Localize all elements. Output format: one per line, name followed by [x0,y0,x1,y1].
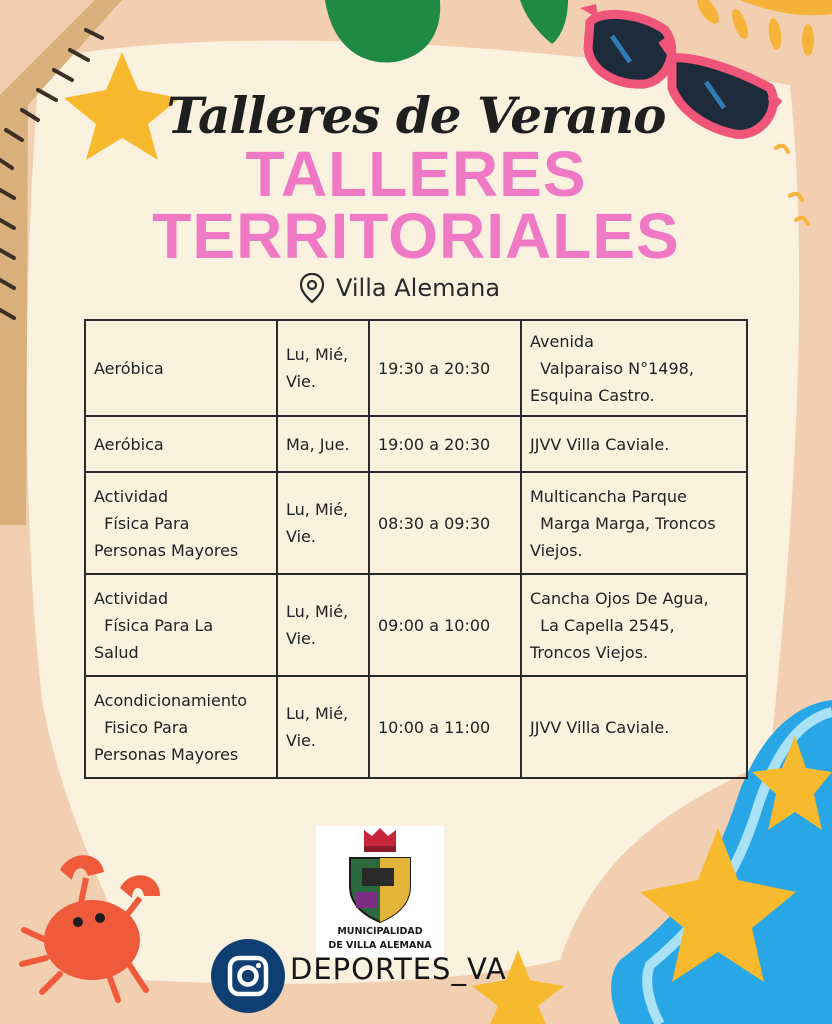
instagram-icon[interactable] [210,938,286,1014]
days-cell: Ma, Jue. [277,416,369,472]
logo-text-line1: MUNICIPALIDAD [337,926,423,937]
municipality-logo [316,826,444,958]
main-title-line1: TALLERES [245,138,587,210]
sun-icon [693,0,832,56]
place-cell: Cancha Ojos De Agua, La Capella 2545, Troncos Viejos. [521,574,747,676]
table-row [85,676,747,778]
days-cell: Lu, Mié, Vie. [277,676,369,778]
activity-cell: Aeróbica [85,416,277,472]
instagram-handle[interactable]: DEPORTES_VA [290,952,507,986]
table-row [85,574,747,676]
time-cell: 10:00 a 11:00 [369,676,521,778]
place-cell: JJVV Villa Caviale. [521,676,747,778]
days-cell: Lu, Mié, Vie. [277,574,369,676]
location-pin-icon [298,272,326,304]
activity-cell: Acondicionamiento Fisico Para Personas Mayores [85,676,277,778]
table-row [85,416,747,472]
location [298,268,500,308]
time-cell: 09:00 a 10:00 [369,574,521,676]
time-cell: 08:30 a 09:30 [369,472,521,574]
activity-cell: Actividad Física Para La Salud [85,574,277,676]
days-cell: Lu, Mié, Vie. [277,472,369,574]
activity-cell: Actividad Física Para Personas Mayores [85,472,277,574]
table-row [85,320,747,416]
schedule-table [84,319,748,779]
days-cell: Lu, Mié, Vie. [277,320,369,416]
activity-cell: Aeróbica [85,320,277,416]
time-cell: 19:00 a 20:30 [369,416,521,472]
place-cell: Avenida Valparaiso N°1498, Esquina Castro. [521,320,747,416]
main-title-line2: TERRITORIALES [152,200,680,272]
place-cell: JJVV Villa Caviale. [521,416,747,472]
palm-leaf-icon [520,0,568,44]
time-cell: 19:30 a 20:30 [369,320,521,416]
coat-of-arms-icon [316,826,444,926]
logo-text-line2: DE VILLA ALEMANA [328,940,432,951]
table-row [85,472,747,574]
place-cell: Multicancha Parque Marga Marga, Troncos Viejos. [521,472,747,574]
script-title: Talleres de Verano [166,86,666,145]
location-text: Villa Alemana [336,274,501,302]
